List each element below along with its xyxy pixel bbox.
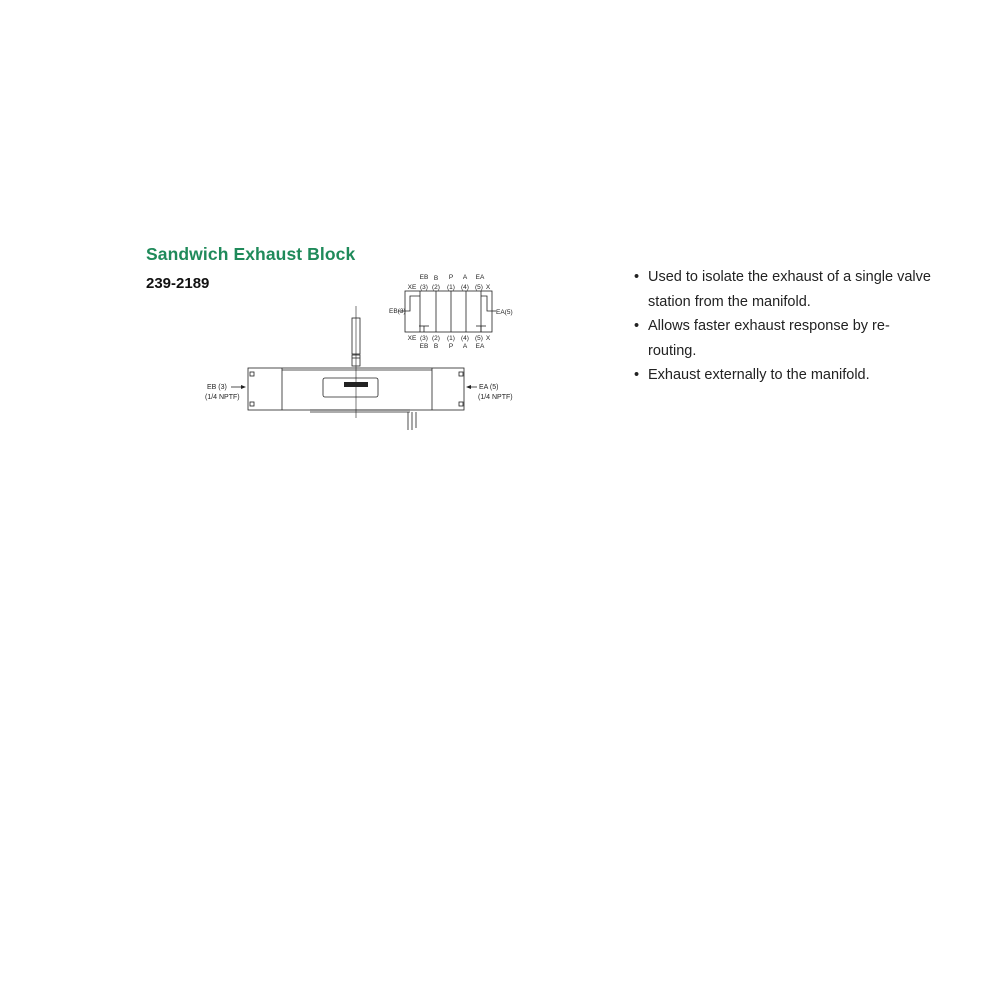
schematic-bottom-name: EA (475, 343, 485, 350)
schematic-bottom-num: (5) (475, 335, 483, 342)
schematic-left-top: XE (407, 284, 417, 291)
schematic-side-right: EA(5) (496, 309, 513, 316)
left-port-thread: (1/4 NPTF) (205, 394, 240, 401)
schematic-bottom-name: B (433, 343, 439, 350)
schematic-top-name: A (462, 274, 468, 281)
feature-item: • Exhaust externally to the manifold. (634, 363, 934, 388)
schematic-bottom-name: P (448, 343, 454, 350)
block-window (323, 378, 378, 397)
schematic-bottom-name: A (462, 343, 468, 350)
schematic-bottom-num: (3) (420, 335, 428, 342)
schematic-top-name: B (433, 275, 439, 282)
schematic-bottom-num: (2) (432, 335, 440, 342)
part-number: 239-2189 (146, 275, 210, 292)
schematic-top-num: (3) (420, 284, 428, 291)
schematic-bottom-name: EB (419, 343, 429, 350)
schematic-top-num: (4) (461, 284, 469, 291)
schematic-bottom-num: (4) (461, 335, 469, 342)
schematic-top-num: (5) (475, 284, 483, 291)
right-port-label: EA (5) (479, 384, 499, 391)
schematic-left-bottom: XE (407, 335, 417, 342)
schematic-right-bottom: X (485, 335, 491, 342)
schematic-top-name: EA (475, 274, 485, 281)
section-title: Sandwich Exhaust Block (146, 244, 356, 264)
schematic-top-num: (2) (432, 284, 440, 291)
right-port-thread: (1/4 NPTF) (478, 394, 513, 401)
schematic-bottom-num: (1) (447, 335, 455, 342)
schematic-side-left: EB(3) (389, 308, 406, 315)
left-port-label: EB (3) (207, 384, 227, 391)
schematic-top-name: EB (419, 274, 429, 281)
feature-item: • Allows faster exhaust response by re-routing. (634, 314, 934, 363)
schematic-top-num: (1) (447, 284, 455, 291)
schematic-top-name: P (448, 274, 454, 281)
feature-item: • Used to isolate the exhaust of a single valve station from the manifold. (634, 265, 934, 314)
schematic-right-top: X (485, 284, 491, 291)
